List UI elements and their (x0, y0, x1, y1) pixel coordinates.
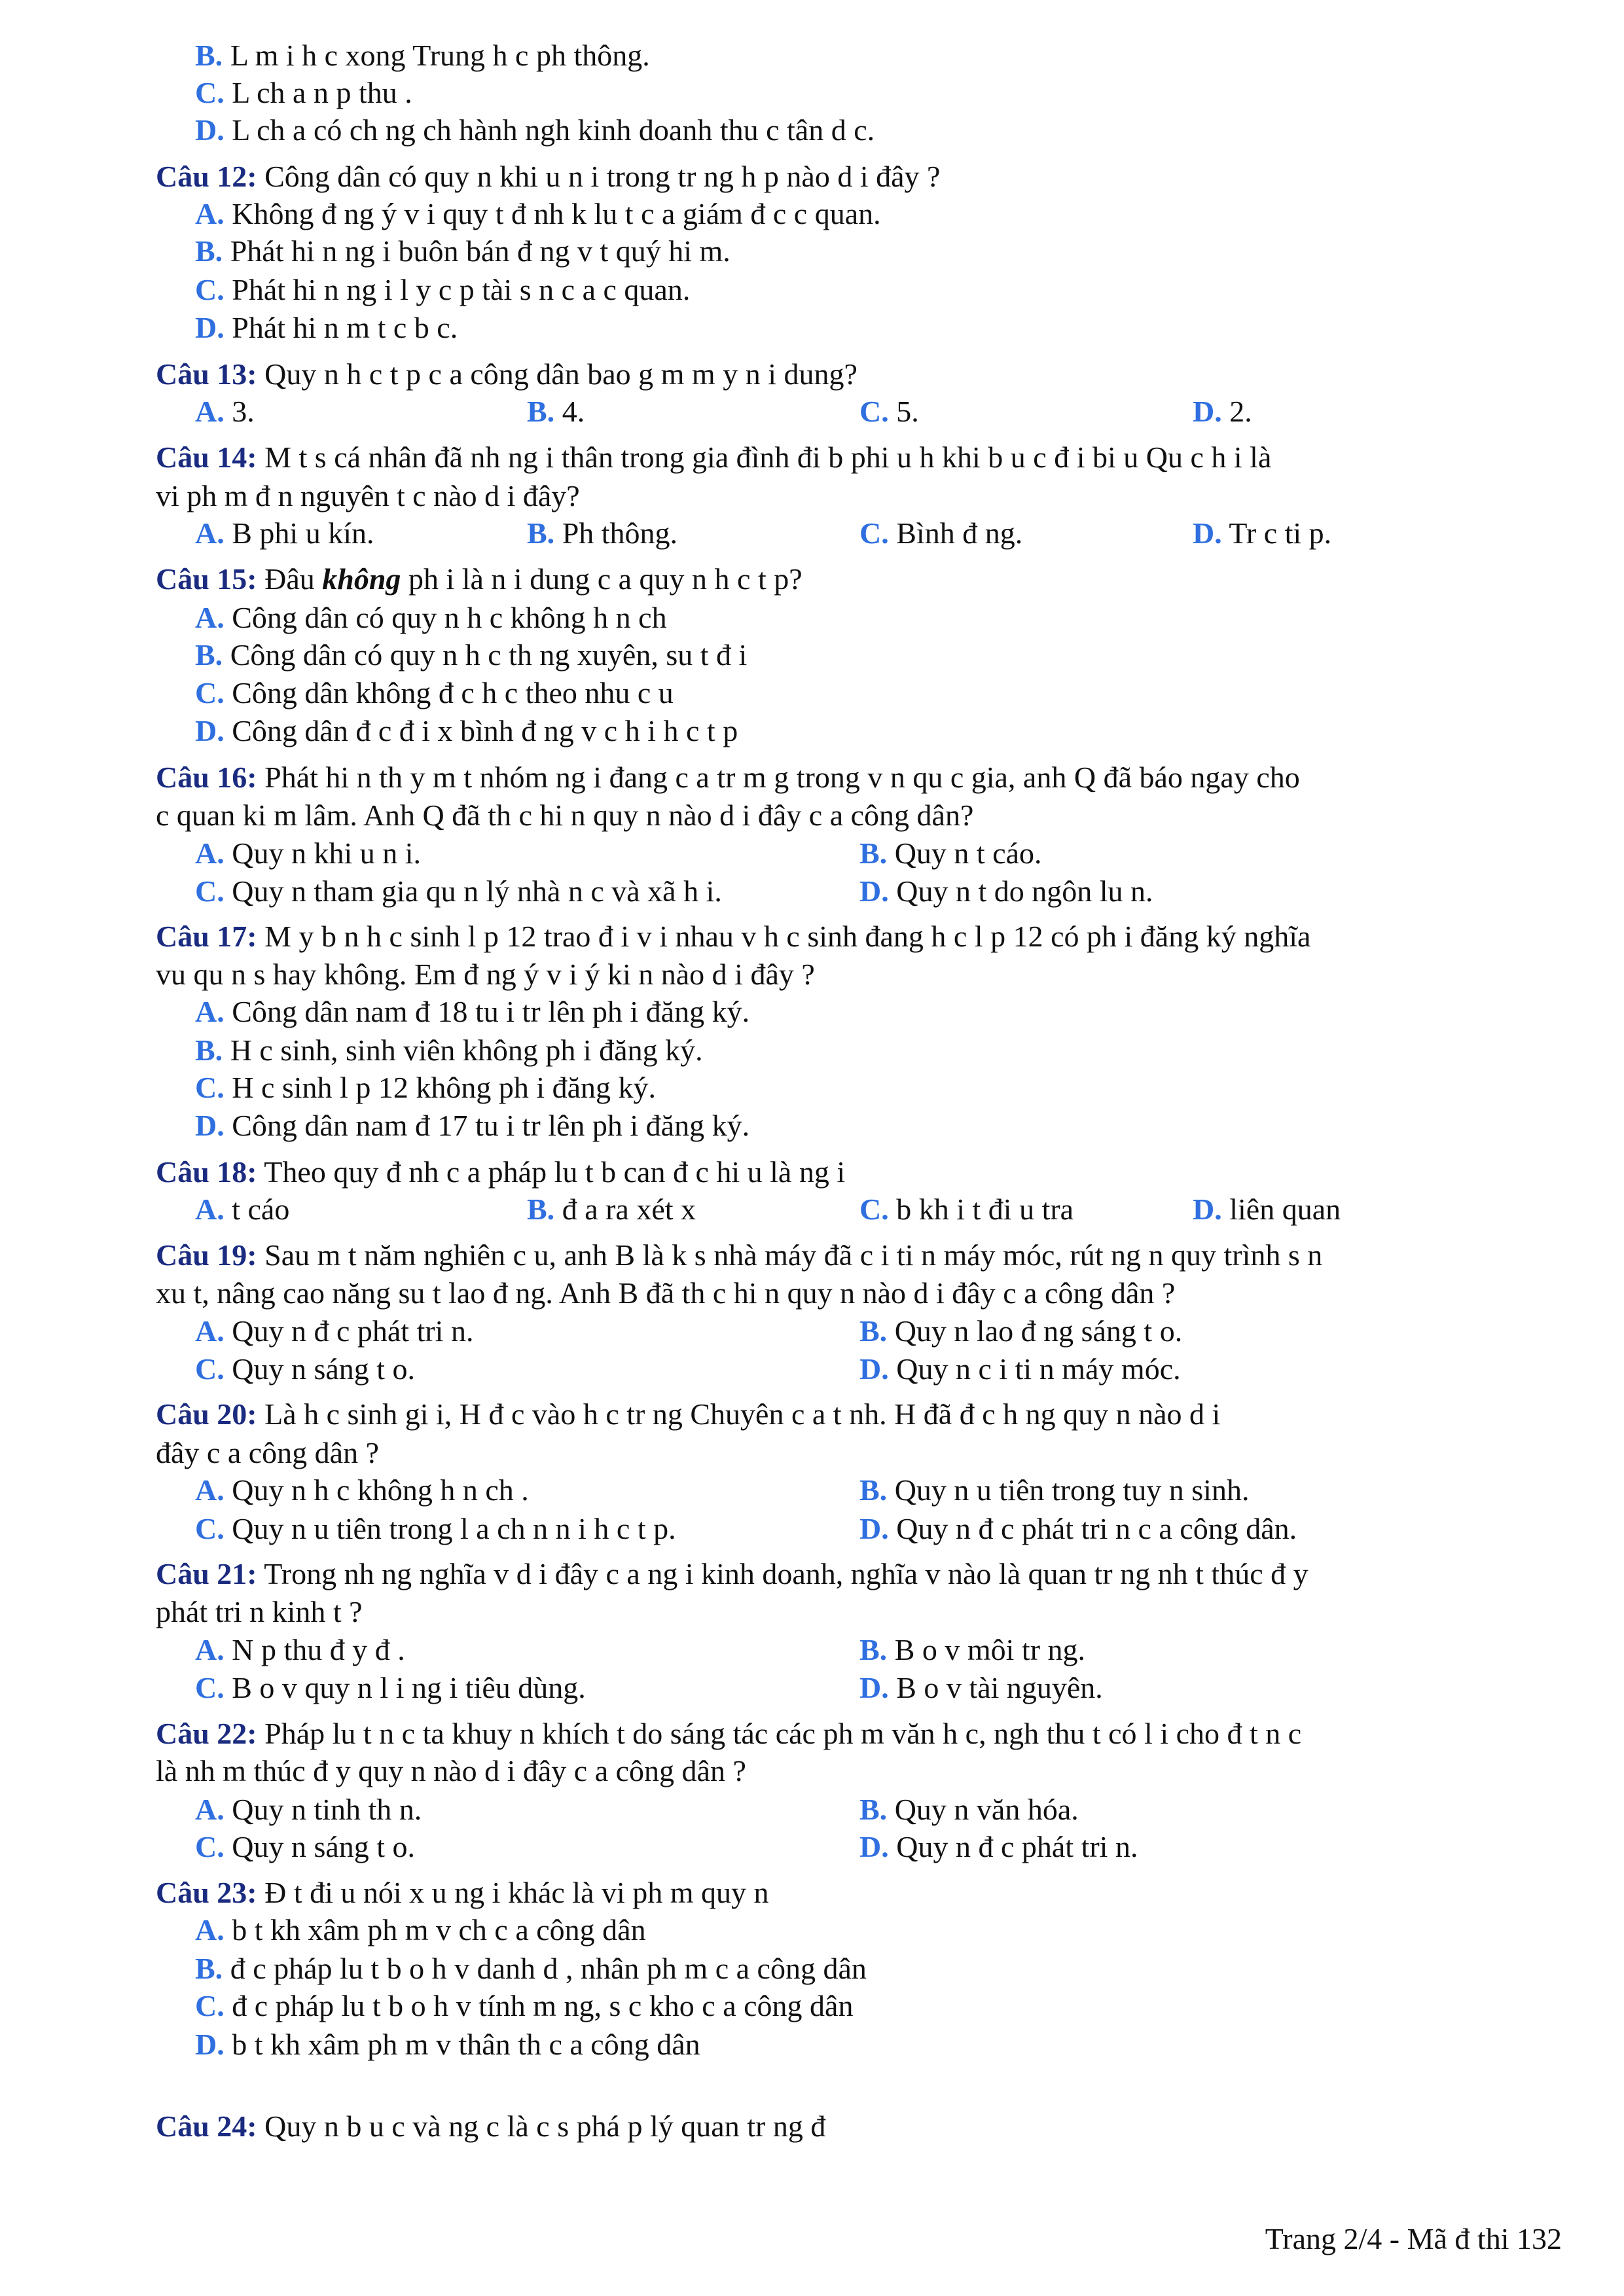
option-a: A. Quy n tinh th n. (195, 1793, 422, 1826)
option-b: B. Quy n văn hóa. (859, 1793, 1079, 1826)
option-c: C. 5. (859, 395, 919, 428)
option-b: B. Quy n t cáo. (859, 836, 1042, 870)
option-d: D. Công dân đ c đ i x bình đ ng v c h i h c t p (195, 714, 738, 747)
question-21: Câu 21: Trong nh ng nghĩa v d i đây c a ng i kinh doanh, nghĩa v nào là quan tr ng nh t thúc đ y (156, 1557, 1308, 1590)
option-a: A. Quy n đ c phát tri n. (195, 1314, 474, 1348)
question-14-line2: vi ph m đ n nguyên t c nào d i đây? (156, 479, 580, 512)
option-d: D. Quy n t do ngôn lu n. (859, 874, 1153, 908)
option-c: C. Quy n sáng t o. (195, 1830, 416, 1863)
option-b: B. Ph thông. (527, 516, 678, 550)
question-12: Câu 12: Công dân có quy n khi u n i trong tr ng h p nào d i đây ? (156, 160, 941, 193)
option-b: B. L m i h c xong Trung h c ph thông. (195, 39, 650, 72)
question-20: Câu 20: Là h c sinh gi i, H đ c vào h c tr ng Chuyên c a t nh. H đã đ c h ng quy n nào d i (156, 1397, 1221, 1431)
option-b: B. đ c pháp lu t b o h v danh d , nhân ph m c a công dân (195, 1952, 867, 1985)
option-a: A. Quy n h c không h n ch . (195, 1473, 529, 1507)
option-c: C. Quy n tham gia qu n lý nhà n c và xã h i. (195, 874, 722, 908)
option-c: C. Công dân không đ c h c theo nhu c u (195, 676, 674, 709)
question-16-line2: c quan ki m lâm. Anh Q đã th c hi n quy n nào d i đây c a công dân? (156, 798, 974, 832)
option-d: D. Phát hi n m t c b c. (195, 311, 458, 344)
option-a: A. b t kh xâm ph m v ch c a công dân (195, 1913, 646, 1946)
question-17-line2: vu qu n s hay không. Em đ ng ý v i ý ki n nào d i đây ? (156, 958, 815, 991)
option-b: B. B o v môi tr ng. (859, 1633, 1086, 1666)
question-23: Câu 23: Đ t đi u nói x u ng i khác là vi ph m quy n (156, 1876, 769, 1909)
option-c: C. Quy n u tiên trong l a ch n n i h c t p. (195, 1512, 676, 1545)
option-b: B. Quy n u tiên trong tuy n sinh. (859, 1473, 1250, 1507)
option-a: A. 3. (195, 395, 255, 428)
question-24: Câu 24: Quy n b u c và ng c là c s phá p lý quan tr ng đ (156, 2109, 826, 2143)
option-c: C. L ch a n p thu . (195, 76, 412, 109)
option-d: D. Quy n đ c phát tri n c a công dân. (859, 1512, 1297, 1545)
option-c: C. Bình đ ng. (859, 516, 1023, 550)
option-b: B. Phát hi n ng i buôn bán đ ng v t quý hi m. (195, 234, 731, 268)
option-d: D. Quy n c i ti n máy móc. (859, 1352, 1181, 1386)
option-b: B. Công dân có quy n h c th ng xuyên, su t đ i (195, 638, 748, 672)
option-d: D. L ch a có ch ng ch hành ngh kinh doanh thu c tân d c. (195, 113, 875, 147)
option-d: D. Công dân nam đ 17 tu i tr lên ph i đăng ký. (195, 1109, 750, 1142)
option-a: A. Không đ ng ý v i quy t đ nh k lu t c a giám đ c c quan. (195, 197, 881, 230)
question-21-line2: phát tri n kinh t ? (156, 1595, 363, 1628)
option-a: A. Công dân có quy n h c không h n ch (195, 601, 667, 634)
option-d: D. B o v tài nguyên. (859, 1671, 1103, 1704)
option-a: A. Quy n khi u n i. (195, 836, 422, 870)
option-c: C. B o v quy n l i ng i tiêu dùng. (195, 1671, 586, 1704)
option-c: C. Quy n sáng t o. (195, 1352, 416, 1386)
question-14: Câu 14: M t s cá nhân đã nh ng i thân trong gia đình đi b phi u h khi b u c đ i bi u Qu c h i là (156, 440, 1272, 474)
question-15: Câu 15: Đâu không ph i là n i dung c a quy n h c t p? (156, 562, 803, 596)
page-footer: Trang 2/4 - Mã đ thi 132 (1265, 2222, 1562, 2255)
option-d: D. Tr c ti p. (1193, 516, 1332, 550)
option-a: A. B phi u kín. (195, 516, 374, 550)
option-b: B. 4. (527, 395, 585, 428)
question-19: Câu 19: Sau m t năm nghiên c u, anh B là k s nhà máy đã c i ti n máy móc, rút ng n quy trình s n (156, 1238, 1323, 1272)
option-c: C. Phát hi n ng i l y c p tài s n c a c quan. (195, 273, 691, 306)
question-20-line2: đây c a công dân ? (156, 1436, 380, 1469)
option-d: D. Quy n đ c phát tri n. (859, 1830, 1138, 1863)
option-a: A. Công dân nam đ 18 tu i tr lên ph i đăng ký. (195, 995, 750, 1028)
question-16: Câu 16: Phát hi n th y m t nhóm ng i đang c a tr m g trong v n qu c gia, anh Q đã báo ngay cho (156, 761, 1300, 794)
option-c: C. H c sinh l p 12 không ph i đăng ký. (195, 1071, 657, 1104)
option-c: C. b kh i t đi u tra (859, 1193, 1074, 1226)
option-d: D. liên quan (1193, 1193, 1341, 1226)
question-13: Câu 13: Quy n h c t p c a công dân bao g m m y n i dung? (156, 357, 857, 391)
question-18: Câu 18: Theo quy đ nh c a pháp lu t b can đ c hi u là ng i (156, 1155, 846, 1189)
question-17: Câu 17: M y b n h c sinh l p 12 trao đ i v i nhau v h c sinh đang h c l p 12 có ph i đăng ký nghĩa (156, 920, 1311, 953)
option-b: B. H c sinh, sinh viên không ph i đăng ký. (195, 1033, 703, 1067)
question-22-line2: là nh m thúc đ y quy n nào d i đây c a công dân ? (156, 1754, 746, 1787)
option-d: D. b t kh xâm ph m v thân th c a công dân (195, 2028, 700, 2061)
option-b: B. đ a ra xét x (527, 1193, 696, 1226)
option-c: C. đ c pháp lu t b o h v tính m ng, s c kho c a công dân (195, 1989, 854, 2022)
option-d: D. 2. (1193, 395, 1252, 428)
option-a: A. t cáo (195, 1193, 290, 1226)
option-a: A. N p thu đ y đ . (195, 1633, 405, 1666)
option-b: B. Quy n lao đ ng sáng t o. (859, 1314, 1183, 1348)
question-19-line2: xu t, nâng cao năng su t lao đ ng. Anh B đã th c hi n quy n nào d i đây c a công dân ? (156, 1276, 1176, 1310)
question-22: Câu 22: Pháp lu t n c ta khuy n khích t do sáng tác các ph m văn h c, ngh thu t có l i cho đ t n c (156, 1717, 1302, 1750)
